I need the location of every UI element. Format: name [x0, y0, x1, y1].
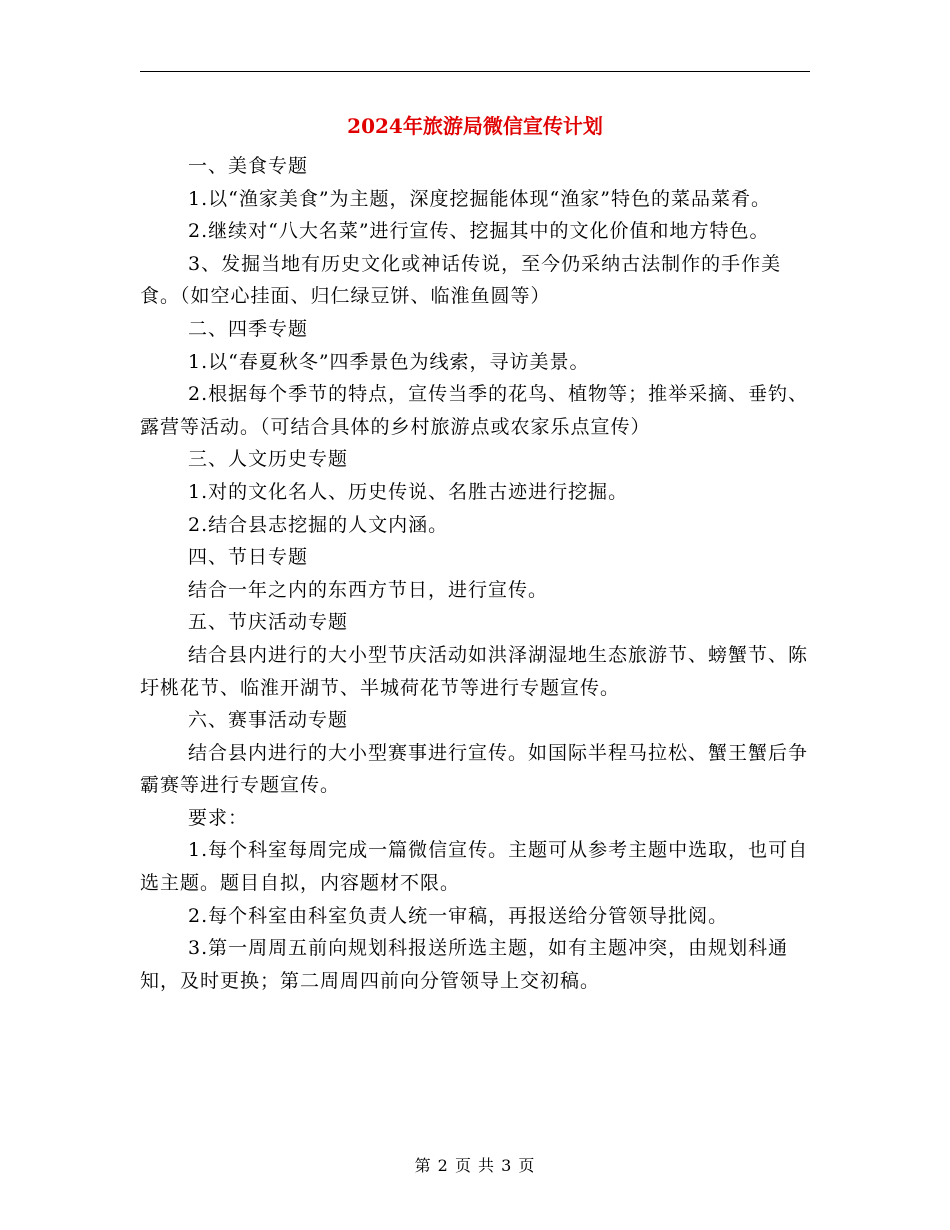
paragraph: 1.以“春夏秋冬”四季景色为线索，寻访美景。 — [188, 350, 590, 373]
paragraph: 结合一年之内的东西方节日，进行宣传。 — [188, 578, 549, 601]
section-heading-holidays: 四、节日专题 — [188, 546, 309, 569]
page-number-label: 第 2 页 共 3 页 — [414, 1156, 536, 1175]
page-footer — [0, 1154, 950, 1178]
section-heading-requirements: 要求： — [188, 806, 249, 829]
paragraph: 2.根据每个季节的特点，宣传当季的花鸟、植物等；推举采摘、垂钓、露营等活动。（可结合具体的乡村旅游点或农家乐点宣传） — [140, 383, 809, 438]
document-body — [140, 150, 810, 997]
paragraph: 2.结合县志挖掘的人文内涵。 — [188, 513, 449, 536]
paragraph: 1.每个科室每周完成一篇微信宣传。主题可从参考主题中选取，也可自选主题。题目自拟，内容题材不限。 — [140, 839, 809, 895]
paragraph: 结合县内进行的大小型节庆活动如洪泽湖湿地生态旅游节、螃蟹节、陈圩桃花节、临淮开湖节、半城荷花节等进行专题宣传。 — [140, 643, 809, 699]
paragraph: 3.第一周周五前向规划科报送所选主题，如有主题冲突，由规划科通知，及时更换；第二周周四前向分管领导上交初稿。 — [140, 937, 789, 992]
header-rule — [140, 71, 810, 72]
paragraph: 1.以“渔家美食”为主题，深度挖掘能体现“渔家”特色的菜品菜肴。 — [188, 187, 771, 210]
paragraph: 2.继续对“八大名菜”进行宣传、挖掘其中的文化价值和地方特色。 — [188, 220, 770, 243]
section-heading-festivals: 五、节庆活动专题 — [188, 611, 349, 634]
section-heading-culture-history: 三、人文历史专题 — [188, 448, 349, 471]
section-heading-events: 六、赛事活动专题 — [188, 709, 349, 732]
section-heading-seasons: 二、四季专题 — [188, 317, 309, 340]
paragraph: 3、发掘当地有历史文化或神话传说，至今仍采纳古法制作的手作美食。（如空心挂面、归仁绿豆饼、临淮鱼圆等） — [140, 252, 782, 308]
document-title: 2024年旅游局微信宣传计划 — [347, 114, 603, 138]
paragraph: 1.对的文化名人、历史传说、名胜古迹进行挖掘。 — [188, 480, 629, 503]
section-heading-food: 一、美食专题 — [188, 155, 309, 177]
paragraph: 结合县内进行的大小型赛事进行宣传。如国际半程马拉松、蟹王蟹后争霸赛等进行专题宣传。 — [140, 741, 809, 797]
paragraph: 2.每个科室由科室负责人统一审稿，再报送给分管领导批阅。 — [188, 904, 729, 927]
